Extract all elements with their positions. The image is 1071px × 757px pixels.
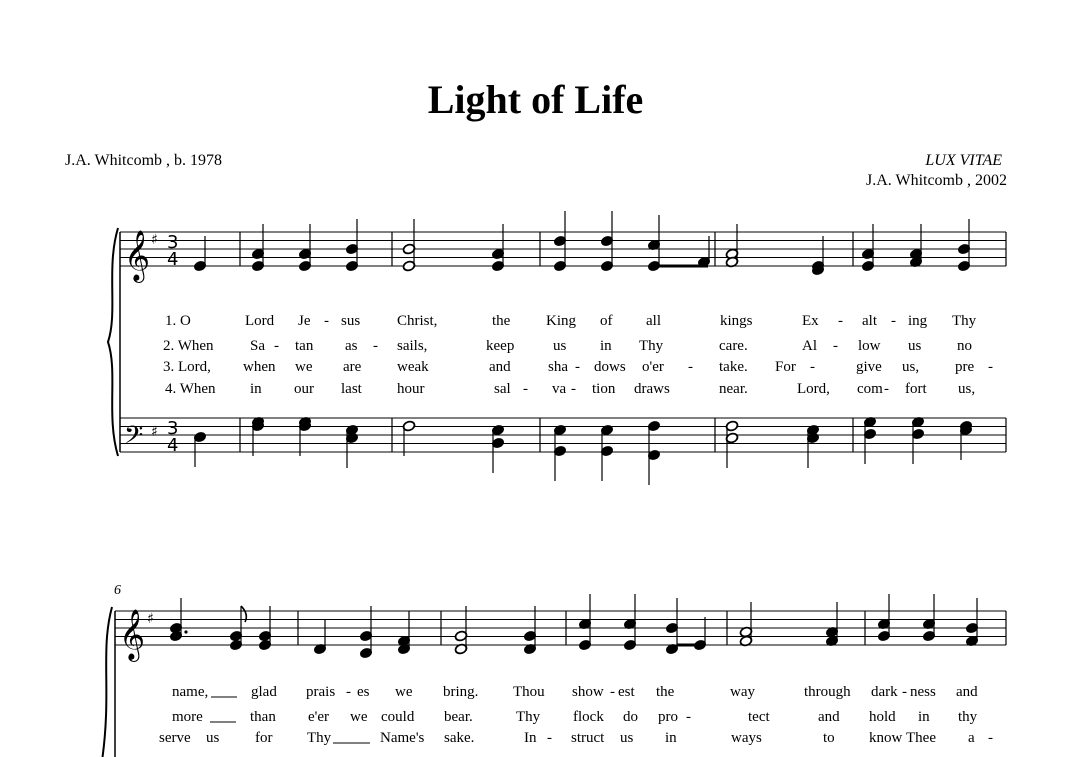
key-signature-sharp: ♯	[151, 424, 158, 440]
lyric-syllable: Lord	[245, 313, 275, 329]
lyric-syllable: ness	[910, 684, 936, 700]
lyric-syllable: hold	[869, 709, 896, 725]
lyric-syllable: -	[571, 381, 576, 397]
lyrics	[159, 313, 993, 746]
lyric-syllable: -	[610, 684, 615, 700]
lyric-syllable: in	[600, 338, 612, 354]
lyric-syllable: us	[553, 338, 567, 354]
lyric-syllable: could	[381, 709, 415, 725]
lyric-syllable: -	[373, 338, 378, 354]
lyric-syllable: care.	[719, 338, 748, 354]
lyric-syllable: e'er	[308, 709, 330, 725]
lyric-syllable: and	[489, 359, 511, 375]
lyric-syllable: take.	[719, 359, 748, 375]
lyric-syllable: Ex	[802, 313, 819, 329]
lyric-syllable: show	[572, 684, 604, 700]
clefs-and-signatures	[119, 230, 178, 662]
lyric-syllable: bring.	[443, 684, 479, 700]
lyric-syllable: -	[988, 359, 993, 375]
lyric-syllable: 3. Lord,	[163, 359, 211, 375]
lyric-syllable: know	[869, 730, 903, 746]
lyric-syllable: of	[600, 313, 613, 329]
lyric-syllable: 2. When	[163, 338, 214, 354]
lyric-syllable: we	[395, 684, 413, 700]
lyric-syllable: sake.	[444, 730, 475, 746]
lyric-syllable: Thou	[513, 684, 545, 700]
lyric-syllable: sails,	[397, 338, 428, 354]
treble-clef: 𝄞	[124, 230, 151, 281]
treble-clef: 𝄞	[119, 609, 146, 660]
lyric-syllable: -	[884, 381, 889, 397]
lyric-syllable: thy	[958, 709, 978, 725]
lyric-syllable: -	[547, 730, 552, 746]
lyric-syllable: es	[357, 684, 370, 700]
lyric-syllable: -	[838, 313, 843, 329]
lyric-syllable: -	[324, 313, 329, 329]
lyric-syllable: us	[908, 338, 922, 354]
lyric-syllable: Thy	[516, 709, 541, 725]
lyric-syllable: and	[818, 709, 840, 725]
lyric-syllable: in	[250, 381, 262, 397]
lyric-syllable: name,	[172, 684, 209, 700]
lyric-syllable: va	[552, 381, 567, 397]
lyric-syllable: us,	[902, 359, 920, 375]
lyric-syllable: weak	[397, 359, 429, 375]
lyric-syllable: do	[623, 709, 638, 725]
lyric-syllable: near.	[719, 381, 748, 397]
lyric-syllable: dows	[594, 359, 626, 375]
lyric-syllable: through	[804, 684, 851, 700]
lyric-syllable: flock	[573, 709, 604, 725]
lyric-syllable: -	[274, 338, 279, 354]
time-signature: 3	[167, 418, 179, 439]
time-signature: 3	[167, 232, 179, 253]
words-credit: J.A. Whitcomb , b. 1978	[65, 152, 223, 169]
lyric-syllable: glad	[251, 684, 277, 700]
lyric-syllable: Name's	[380, 730, 425, 746]
lyric-syllable: est	[618, 684, 635, 700]
lyric-syllable: Al	[802, 338, 817, 354]
lyric-syllable: -	[346, 684, 351, 700]
lyric-syllable: low	[858, 338, 881, 354]
lyric-syllable: us	[620, 730, 634, 746]
lyric-syllable: us	[206, 730, 220, 746]
lyric-syllable: tan	[295, 338, 314, 354]
measure-number: 6	[114, 583, 121, 598]
lyric-syllable: sha	[548, 359, 568, 375]
lyric-syllable: 1. O	[165, 313, 191, 329]
lyric-syllable: in	[665, 730, 677, 746]
lyric-syllable: For	[775, 359, 796, 375]
lyric-syllable: we	[350, 709, 368, 725]
lyric-syllable: -	[575, 359, 580, 375]
lyric-syllable: serve	[159, 730, 191, 746]
lyric-syllable: -	[988, 730, 993, 746]
lyric-syllable: In	[524, 730, 537, 746]
lyric-syllable: draws	[634, 381, 670, 397]
lyric-syllable: ing	[908, 313, 928, 329]
lyric-syllable: kings	[720, 313, 753, 329]
lyric-syllable: and	[956, 684, 978, 700]
lyric-syllable: us,	[958, 381, 976, 397]
lyric-syllable: -	[686, 709, 691, 725]
lyric-syllable: for	[255, 730, 273, 746]
lyric-syllable: fort	[905, 381, 927, 397]
lyric-syllable: -	[688, 359, 693, 375]
lyric-syllable: when	[243, 359, 276, 375]
lyric-syllable: Thy	[639, 338, 664, 354]
lyric-syllable: ways	[731, 730, 762, 746]
lyric-syllable: dark	[871, 684, 898, 700]
lyric-syllable: Lord,	[797, 381, 830, 397]
staves	[102, 228, 1006, 757]
lyric-syllable: than	[250, 709, 276, 725]
lyric-syllable: all	[646, 313, 661, 329]
lyric-syllable: sus	[341, 313, 361, 329]
system-brace	[102, 607, 112, 757]
lyric-syllable: as	[345, 338, 358, 354]
hymn-title: Light of Life	[427, 77, 644, 122]
bass-clef: 𝄢	[124, 421, 144, 456]
key-signature-sharp: ♯	[151, 232, 158, 248]
lyric-syllable: in	[918, 709, 930, 725]
lyric-syllable: com	[857, 381, 883, 397]
time-signature: 4	[167, 249, 179, 270]
lyric-syllable: a	[968, 730, 975, 746]
lyric-syllable: last	[341, 381, 362, 397]
lyric-syllable: -	[891, 313, 896, 329]
lyric-syllable: no	[957, 338, 972, 354]
lyric-syllable: we	[295, 359, 313, 375]
lyric-syllable: -	[810, 359, 815, 375]
lyric-syllable: tion	[592, 381, 616, 397]
lyric-syllable: to	[823, 730, 835, 746]
lyric-syllable: -	[833, 338, 838, 354]
lyric-syllable: Christ,	[397, 313, 438, 329]
lyric-syllable: hour	[397, 381, 425, 397]
dot	[184, 630, 187, 633]
lyric-syllable: pro	[658, 709, 678, 725]
lyric-syllable: the	[492, 313, 511, 329]
lyric-syllable: Je	[298, 313, 311, 329]
lyric-syllable: Thee	[906, 730, 936, 746]
music-credit: J.A. Whitcomb , 2002	[865, 172, 1007, 189]
lyric-syllable: more	[172, 709, 203, 725]
lyric-syllable: give	[856, 359, 882, 375]
lyric-syllable: -	[902, 684, 907, 700]
lyric-syllable: -	[523, 381, 528, 397]
lyric-syllable: way	[730, 684, 755, 700]
tune-name: LUX VITAE	[925, 152, 1002, 169]
lyric-syllable: o'er	[642, 359, 664, 375]
lyric-syllable: prais	[306, 684, 336, 700]
lyric-syllable: 4. When	[165, 381, 216, 397]
lyric-syllable: keep	[486, 338, 515, 354]
lyric-syllable: pre	[955, 359, 975, 375]
lyric-syllable: sal	[494, 381, 511, 397]
lyric-syllable: King	[546, 313, 576, 329]
time-signature: 4	[167, 435, 179, 456]
lyric-syllable: our	[294, 381, 314, 397]
lyric-syllable: tect	[748, 709, 770, 725]
lyric-syllable: are	[343, 359, 362, 375]
system-brace	[108, 228, 118, 456]
lyric-syllable: Sa	[250, 338, 265, 354]
lyric-syllable: alt	[862, 313, 877, 329]
key-signature-sharp: ♯	[147, 611, 154, 627]
lyric-syllable: bear.	[444, 709, 473, 725]
lyric-syllable: Thy	[952, 313, 977, 329]
lyric-syllable: Thy	[307, 730, 332, 746]
lyric-syllable: the	[656, 684, 675, 700]
lyric-syllable: struct	[571, 730, 605, 746]
